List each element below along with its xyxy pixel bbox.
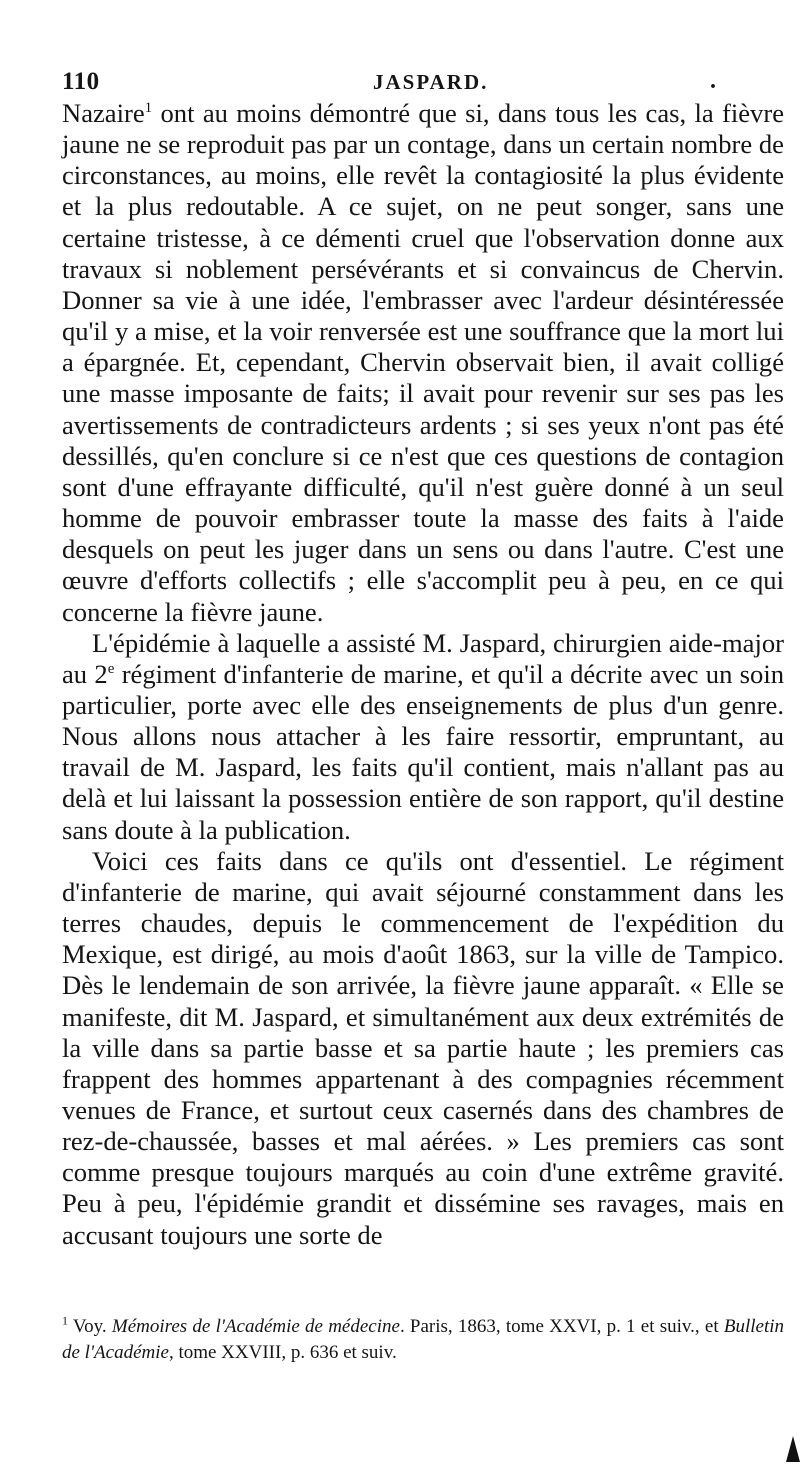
footnote-1 xyxy=(62,1314,784,1366)
footnote-text-before: Voy. xyxy=(68,1316,112,1337)
footnote-marker: 1 xyxy=(62,1313,68,1328)
header-dot: . xyxy=(710,68,716,94)
scan-edge-mark xyxy=(786,1436,800,1462)
footnote xyxy=(62,1314,784,1366)
footnote-title-bulletin: Bulletin de l'Académie xyxy=(62,1316,784,1363)
paragraph-2-text: régiment d'infanterie de marine, et qu'il a décrite avec un soin particulier, porte avec elle des enseignements de plus d'un genre. Nous allons nous attacher à les faire ressortir, empruntant, au travail de M. Jaspard, les faits qu'il contient, mais n'allant pas au delà et lui laissant la possession entière de son rapport, qu'il destine sans doute à la publication. xyxy=(62,658,785,845)
paragraph-1-text: ont au moins démontré que si, dans tous les cas, la fièvre jaune ne se reproduit pas par un contage, dans un certain nombre de circonstances, au moins, elle revêt la contagiosité la plus évidente et la plus redoutable. A ce sujet, on ne peut songer, sans une certaine tristesse, à ce démenti cruel que l'observation donne aux travaux si noblement persévérants et si convaincus de Chervin. Donner sa vie à une idée, l'embrasser avec l'ardeur désintéressée qu'il y a mise, et la voir renversée est une souffrance que la mort lui a épargnée. Et, cependant, Chervin observait bien, il avait colligé une masse imposante de faits; il avait pour revenir sur ses pas les avertissements de contradicteurs ardents ; si ses yeux n'ont pas été dessillés, qu'en conclure si ce n'est que ces questions de contagion sont d'une effrayante difficulté, qu'il n'est guère donné à un seul homme de pouvoir embrasser toute la masse des faits à l'aide desquels on peut les juger dans un sens ou dans l'autre. C'est une œuvre d'efforts collectifs ; elle s'accomplit peu à peu, en ce qui concerne la fièvre jaune. xyxy=(62,98,784,627)
page-header xyxy=(62,68,784,102)
paragraph-1 xyxy=(62,98,784,628)
footnote-reference: 1 xyxy=(144,100,153,117)
main-text xyxy=(62,98,784,1251)
paragraph-3: Voici ces faits dans ce qu'ils ont d'essentiel. Le régiment d'infanterie de marine, qui avait séjourné constamment dans les terres chaudes, depuis le commencement de l'expédition du Mexique, est dirigé, au mois d'août 1863, sur la ville de Tampico. Dès le lendemain de son arrivée, la fièvre jaune apparaît. « Elle se manifeste, dit M. Jaspard, et simultanément aux deux extrémités de la ville dans sa partie basse et sa partie haute ; les premiers cas frappent des hommes appartenant à des compagnies récemment venues de France, et surtout ceux casernés dans des chambres de rez-de-chaussée, basses et mal aérées. » Les premiers cas sont comme presque toujours marqués au coin d'une extrême gravité. Peu à peu, l'épidémie grandit et dissémine ses ravages, mais en accusant toujours une sorte de xyxy=(62,845,784,1250)
footnote-title-memoires: Mémoires de l'Académie de médecine xyxy=(111,1316,400,1337)
paragraph-1-start: Nazaire xyxy=(62,98,145,128)
ordinal-superscript: e xyxy=(107,660,115,677)
footnote-text-middle: . Paris, 1863, tome XXVI, p. 1 et suiv., et xyxy=(399,1316,724,1337)
paragraph-2-start: L'épidémie à laquelle a assisté M. Jaspard, chirurgien aide-major au 2 xyxy=(62,627,784,689)
paragraph-2 xyxy=(62,628,784,846)
page-number: 110 xyxy=(62,68,100,95)
footnote-text-after: , tome XXVIII, p. 636 et suiv. xyxy=(168,1342,397,1363)
running-title: JASPARD. xyxy=(373,70,489,94)
